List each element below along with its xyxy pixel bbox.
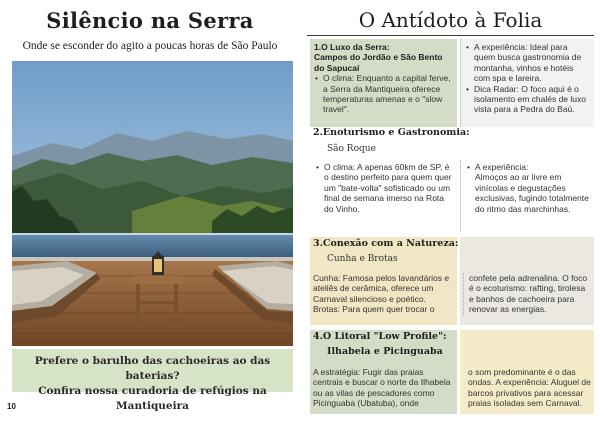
s3-right-text: confete pela adrenalina. O foco é o ecoturismo: rafting, tirolesa e banhos de cachoeira para renovar as energias.: [463, 273, 591, 315]
s2-clima-bullet: • O clima: A apenas 60km de SP, é o destino perfeito para quem quer um "bate-volta" sofisticado ou um final de semana imerso na Rota do Vinho.: [315, 162, 452, 214]
s4-heading: 4.O Litoral "Low Profile":: [313, 331, 447, 342]
s1-dica-bullet: • Dica Radar: O foco aqui é o isolamento em chalés de luxo vista para a Pedra do Baú.: [465, 84, 590, 115]
s2-right-column: [460, 160, 594, 232]
s2-experiencia-label: • A experiência:: [466, 162, 589, 172]
s3-left-text: Cunha: Famosa pelos lavandários e ateliês de cerâmica, oferece um Carnaval silencioso e poético. Brotas: Para quem quer trocar o: [313, 273, 450, 315]
s1-heading: 1.O Luxo da Serra:: [314, 42, 390, 52]
s2-experiencia-text: Almoços ao ar livre em vinícolas e degustações exclusivas, fugindo totalmente do ritmo das marchinhas.: [475, 172, 589, 214]
page-number: 10: [7, 402, 16, 411]
mountain-landscape-photo: [12, 61, 293, 346]
s3-heading: 3.Conexão com a Natureza:: [313, 238, 459, 249]
title-divider: [307, 35, 594, 36]
s4-left-text: A estratégia: Fugir das praias centrais e buscar o norte da Ilhabela ou as vilas de pescadores como Picinguaba (Ubatuba), onde: [313, 367, 451, 409]
s1-experiencia-bullet: • A experiência: Ideal para quem busca gastronomia de montanha, vinhos e hotéis com spa e lareira.: [465, 42, 590, 84]
s2-heading: 2.Enoturismo e Gastronomia:: [313, 127, 470, 138]
right-page: [307, 0, 600, 424]
caption-line-1: Prefere o barulho das cachoeiras ao das baterias?: [34, 355, 271, 382]
s1-left-column: [310, 39, 457, 127]
s1-right-column: [460, 39, 594, 127]
section-title: O Antídoto à Folia: [358, 8, 543, 32]
s2-left-column: [310, 160, 457, 232]
caption-line-2: Confira nossa curadoria de refúgios na Mantiqueira: [38, 385, 267, 412]
page-title: Silêncio na Serra: [46, 8, 254, 33]
page-subtitle: Onde se esconder do agito a poucas horas de São Paulo: [22, 40, 278, 52]
s3-place: Cunha e Brotas: [327, 254, 398, 264]
s1-clima-bullet: • O clima: Enquanto a capital ferve, a Serra da Mantiqueira oferece temperaturas amenas e o "slow travel".: [314, 73, 453, 115]
s1-place: Campos do Jordão e São Bento do Sapucaí: [314, 52, 443, 73]
photo-caption: [12, 349, 293, 412]
s4-place: Ilhabela e Picinguaba: [327, 346, 443, 357]
s4-right-text: o som predominante é o das ondas. A experiência: Aluguel de barcos privativos para acessar praias isoladas sem Carnaval.: [468, 367, 591, 409]
s2-place: São Roque: [327, 144, 376, 154]
